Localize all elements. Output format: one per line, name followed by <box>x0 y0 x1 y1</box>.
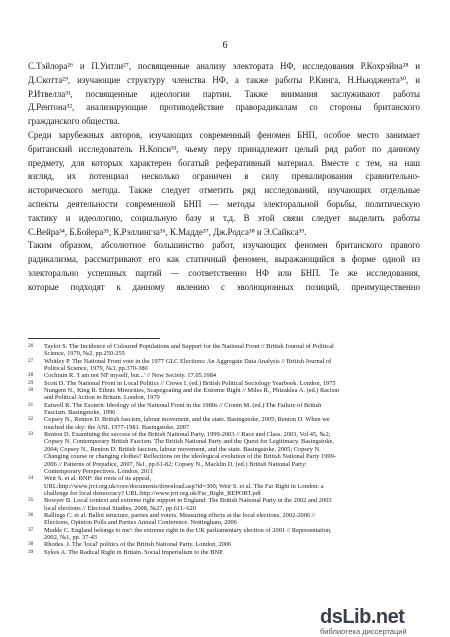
footnote-line: Weir S. et al. BNP: the roots of its appeal, <box>44 475 152 483</box>
footnote-line: Rhodes. J. The 'local' politics of the British National Party. London, 2006 <box>44 541 232 549</box>
footnote <box>28 549 420 556</box>
footnote <box>28 402 420 417</box>
footnote-line: Sykes A. The Radical Right in Britain. Social Imperialism to the BNP. <box>44 548 224 556</box>
body-line: предмету, для которых характерен богатый реферативный материал. Вместе с тем, на наш <box>28 157 420 168</box>
body-line: Среди зарубежных авторов, изучающих современный феномен БНП, особое место занимает <box>28 129 420 140</box>
footnote-line: Nungent N., King R. Ethnic Minorities, Scapegoating and the Extreme Right // Miles R., Phizaklea A. (ed.) Racism <box>44 387 340 395</box>
body-line: С.Тэйлора²⁶ и П.Уитли²⁷, посвященные анализу электората НФ, исследования Р.Кохрэйна²⁸ и <box>28 61 420 71</box>
footnote <box>28 380 420 387</box>
footnote-line: Elections, Opinion Polls and Parties Annual Conference. Nottingham, 2006 <box>44 519 237 527</box>
footnote-number: 27 <box>28 357 34 364</box>
footnote <box>28 358 420 373</box>
footnote-number: 32 <box>28 416 34 423</box>
footnote-line: 2006 // Patterns of Prejudice, 2007, №1, pp.61-82; Copsey N., Macklin D. (ed.) British National Party: <box>44 460 307 468</box>
footnote-line: 2004; Copsey N., Renton D. British fascism, labour movement, and the state. Basingstoke, 2005; Copsey N. <box>44 445 321 453</box>
footnote <box>28 512 420 527</box>
footnote-line: 2002, №1, pp. 37-43 <box>44 533 97 541</box>
footnote-line: touched the sky: the ANL 1977-1981. Basingstoke, 2007 <box>44 423 190 431</box>
footnote-number: 38 <box>28 541 34 548</box>
footnote-line: Bowyer B. Local context and extreme right support in England: The British National Party in the 2002 and 2003 <box>44 497 332 505</box>
footnote-line: challenge for local democracy? URL:http://www.jrrt.org.uk/Far_Right_REPORT.pdf <box>44 489 261 497</box>
main-text <box>28 60 420 295</box>
page-number: 6 <box>222 40 228 51</box>
body-line: тактику и идеологию, социальную базу и т.д. В этой связи следует выделить работы <box>28 212 420 223</box>
footnote-number: 26 <box>28 343 34 349</box>
footnote-number: 33 <box>28 431 34 438</box>
footnote <box>28 416 420 431</box>
body-line: взгляд, их потенциал несколько ограничен в силу превалирования сравнительно- <box>28 171 420 182</box>
footnote <box>28 387 420 402</box>
footnote-number: 34 <box>28 475 34 482</box>
footnote-line: Eatwell R. The Esoteric Ideology of the National Front in the 1980s // Cronin M. (ed.) The Failure of British <box>44 401 322 409</box>
footnote-line: Changing course or changing clothes? Reflections on the ideological evolution of the British National Party 1999- <box>44 453 336 461</box>
footnote-divider <box>28 338 160 339</box>
footnote <box>28 372 420 379</box>
footnote-line: Contemporary Perspectives. London, 2011 <box>44 467 154 475</box>
body-line: Д.Скотта²⁹, изучающие структуру членства НФ, а также работы Р.Кинга, Н.Ньюджента³⁰, и <box>28 74 420 85</box>
footnote-number: 37 <box>28 526 34 533</box>
footnote-line: and Political Action in Britain. London, 1979 <box>44 394 160 402</box>
footnote-line: Fascism. Basingstoke, 1996 <box>44 409 116 417</box>
body-line: исторического метода. Также следует отметить ряд исследований, изучающих отдельные <box>28 185 420 196</box>
footnote-line: Science, 1979, №2, pp.250-255 <box>44 350 125 358</box>
body-line: Д.Рентона³², анализирующие противодействие праворадикалам со стороны британского <box>28 102 420 113</box>
footnote-number: 39 <box>28 548 34 555</box>
footnote-line: local elections // Electoral Studies, 2008, №27, pp.611–620 <box>44 504 196 512</box>
footnote-line: URL:http://www.jrct.org.uk/core/documents/download.asp?id=300; Weir S. et al. The Far Right in London: a <box>44 482 324 490</box>
footnote-number: 28 <box>28 372 34 379</box>
footnote-number: 29 <box>28 379 34 386</box>
body-line: гражданского общества. <box>28 116 120 127</box>
body-line: радикализма, рассматривают его как статичный феномен, выражающийся в форме одной из <box>28 254 420 265</box>
body-line: британский исследователь Н.Копси³³, чьему перу принадлежит целый ряд работ по данному <box>28 143 420 154</box>
footnote-number: 35 <box>28 497 34 504</box>
footnote-line: Copsey N., Renton D. British fascism, labour movement, and the state. Basingstoke, 2005; Renton D. When we <box>44 416 330 424</box>
footnote-line: Rallings C. et al. Ballot structure, parties and voters. Measuring effects at the local elections, 2002-2006 // <box>44 511 316 519</box>
footnote-number: 30 <box>28 387 34 394</box>
body-line: которые подходят к данному явлению с эволюционных позиций, преимущественно <box>28 281 420 292</box>
footnote <box>28 497 420 512</box>
watermark <box>318 608 448 636</box>
body-line: аспекты деятельности современной БНП — методы электоральной борьбы, политическую <box>28 198 420 209</box>
body-line: электорально успешных партий — соответственно НФ или БНП. Те же исследования, <box>28 267 420 278</box>
footnote-line: Political Science, 1979, №3, pp.370-380 <box>44 365 148 373</box>
footnote <box>28 343 420 358</box>
footnote-line: Taylor S. The Incidence of Coloured Populations and Support for the National Front // British Journal of Political <box>44 343 334 350</box>
footnote-line: Renton D. Examining the success of the British National Party, 1999-2003 // Race and Class. 2003, Vol.45, №2; <box>44 431 331 439</box>
footnote-line: Whitley P. The National Front vote in the 1977 GLC Elections: An Aggregate Data Analysis // British Journal of <box>44 357 332 365</box>
footnote <box>28 431 420 475</box>
footnote-number: 31 <box>28 401 34 408</box>
body-line: Таким образом, абсолютное большинство работ, изучающих феномен британского правого <box>28 240 420 251</box>
watermark-subtitle: библиотека диссертаций <box>320 627 407 636</box>
footnote <box>28 527 420 542</box>
footnote-number: 36 <box>28 511 34 518</box>
footnote-line: Copsey N. Contemporary British Fascism. The British National Party and the Quest for Legitimacy. Basingstoke, <box>44 438 334 446</box>
body-line: С.Вейра³⁴, Б.Бойера³⁵, К.Рэллингза³⁶, К.Мадде³⁷, Дж.Родса³⁸ и Э.Сайкса³⁹. <box>28 226 307 237</box>
footnote-line: Scott D. The National Front in Local Politics // Crewe I. (ed.) British Political Sociology Yearbook. London, 1975 <box>44 379 336 387</box>
footnote-line: Mudde C. England belongs to me': the extreme right in the UK parliamentary election of 2001 // Representation, <box>44 526 332 534</box>
footnotes <box>28 343 420 556</box>
footnote <box>28 475 420 497</box>
footnote-line: Cochrain R. 'I am not NF myself, but...' // New Society. 17.05.1984 <box>44 372 217 380</box>
footnote <box>28 541 420 548</box>
body-line: Р.Итвелла³¹, посвященные идеологии партии. Также внимания заслуживают работы <box>28 88 420 99</box>
watermark-logo: dsLib.net <box>320 606 405 628</box>
